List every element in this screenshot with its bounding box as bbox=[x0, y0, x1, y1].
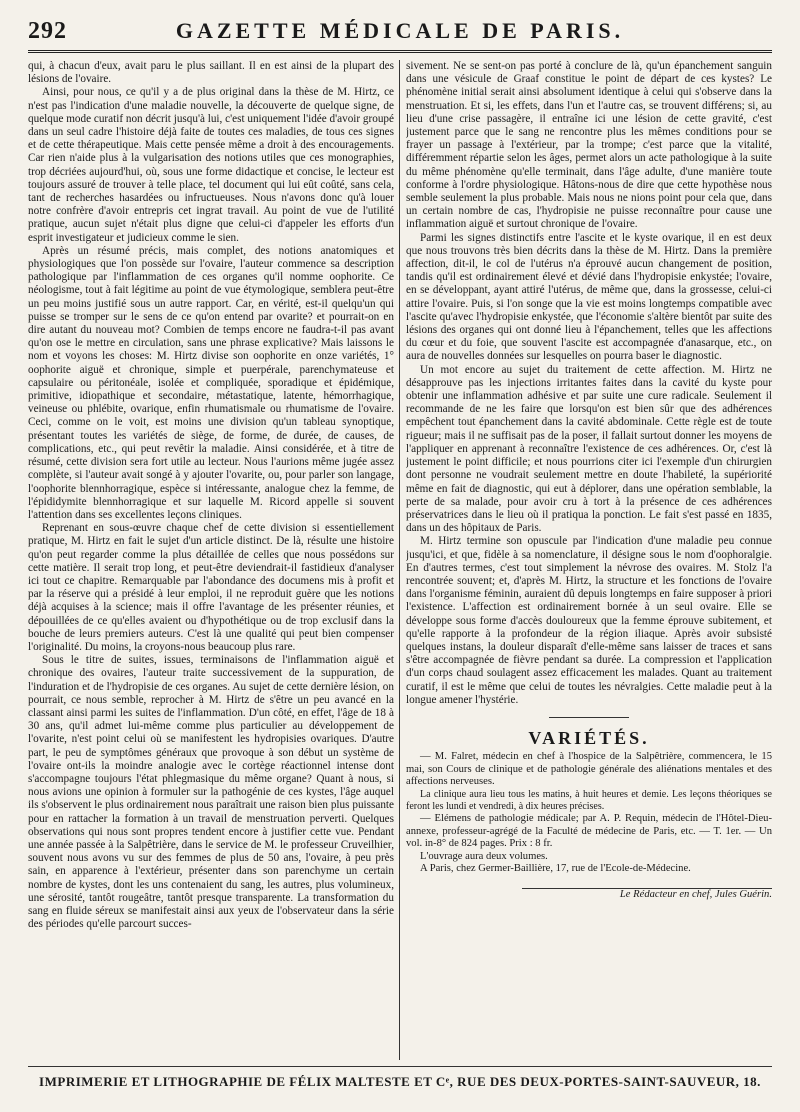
paragraph: qui, à chacun d'eux, avait paru le plus saillant. Il en est ainsi de la plupart des lésions de l'ovaire. bbox=[28, 60, 394, 86]
announcement: — M. Falret, médecin en chef à l'hospice de la Salpêtrière, commencera, le 15 mai, son Cours de clinique et de pathologie générale des aliénations mentales et des affections nerveuses. bbox=[406, 751, 772, 788]
page-header bbox=[28, 12, 772, 48]
journal-title: GAZETTE MÉDICALE DE PARIS. bbox=[175, 18, 625, 43]
paragraph: Un mot encore au sujet du traitement de cette affection. M. Hirtz ne désapprouve pas les injections irritantes faites dans la cavité du kyste pour obtenir une inflammation adhésive et par suite une cure radicale. Seulement il recommande de ne les faire que lorsqu'on est bien sûr que des adhérences empêchent tout épanchement dans la cavité abdominale. Cette règle est de toute rigueur; mais il ne suffisait pas de la poser, il fallait surtout donner les moyens de l'appliquer en apprenant à reconnaître l'existence de ces adhérences. Or, c'est là justement le point difficile; et nous pourrions citer ici l'exemple d'un chirurgien dont personne ne voudrait seulement mettre en doute l'habileté, la supériorité même en fait de diagnostic, qui eut à déplorer, dans une opération semblable, la perte de sa malade, pour avoir cru à tort à la présence de ces adhérences préservatrices dans le lieu où il pratiqua la ponction. Le fait s'est passé en 1835, dans un des hôpitaux de Paris. bbox=[406, 363, 772, 535]
printer-imprint: IMPRIMERIE ET LITHOGRAPHIE DE FÉLIX MALTESTE ET Cᵉ, RUE DES DEUX-PORTES-SAINT-SAUVEUR, 18. bbox=[39, 1074, 761, 1089]
announcement-note: La clinique aura lieu tous les matins, à huit heures et demie. Les leçons théoriques se feront les lundi et vendredi, à dix heures précises. bbox=[406, 788, 772, 812]
paragraph: M. Hirtz termine son opuscule par l'indication d'une maladie peu connue jusqu'ici, et que, fidèle à sa nomenclature, il désigne sous le nom d'oophoralgie. En d'autres termes, c'est tout simplement la névrose des ovaires. M. Stolz l'a rencontrée souvent; et, d'après M. Hirtz, la structure et les fonctions de l'ovaire dans l'organisme féminin, auraient dû depuis longtemps en faire supposer à priori l'existence. L'affection est ordinairement bornée à un seul ovaire. Elle se développe sous forme d'accès douloureux que la femme éprouve subitement, et qu'elle rapporte à la profondeur de la région iliaque. Après avoir subsisté quelques instans, la douleur disparaît d'elle-même sans laisser de traces et sans s'être accompagnée de fièvre pendant sa durée. La compression et l'application d'un corps chaud soulagent assez efficacement les malades. Quant au traitement curatif, il est le même que celui de toutes les névralgies. Cette maladie peut à la longue amener l'hystérie. bbox=[406, 535, 772, 706]
footer-rule bbox=[28, 1066, 772, 1067]
paragraph: sivement. Ne se sent-on pas porté à conclure de là, qu'un épanchement sanguin dans une vésicule de Graaf constitue le point de départ de ces kystes? Le phénomène initial serait ainsi absolument identique à celui qui s'observe dans la menstruation. Et si, les effets, dans l'un et l'autre cas, se trouvent différens; si, au lieu d'une crise passagère, il entraîne ici une lésion de cette gravité, c'est justement parce que le sang ne rencontre plus les mêmes conditions pour se frayer un passage à l'extérieur, par la trompe; c'est parce que la vitalité, différemment répartie selon les âges, permet alors un acte pathologique à la suite du même phénomène qu'elle terminait, dans l'âge adulte, d'une manière toute conforme à l'ordre physiologique. Hâtons-nous de dire que cette hypothèse nous semble seulement la plus probable. Mais nous ne nions point pour cela que, dans un certain nombre de cas, l'hydropisie ne puisse reconnaître pour cause une inflammation aiguë et surtout chronique de l'ovaire. bbox=[406, 60, 772, 231]
section-rule bbox=[549, 717, 629, 718]
varietes-section bbox=[406, 751, 772, 901]
announcement-note: L'ouvrage aura deux volumes. bbox=[420, 850, 548, 862]
column-divider bbox=[399, 60, 400, 1060]
right-column bbox=[406, 60, 772, 1060]
page-number: 292 bbox=[28, 18, 67, 44]
paragraph: Reprenant en sous-œuvre chaque chef de cette division si essentiellement pratique, M. Hirtz en fait le sujet d'un article distinct. De là, résulte une histoire qu'on peut regarder comme la plus détaillée de celles que nous possédons sur cette matière. Il serait trop long, et peut-être deviendrait-il fastidieux d'analyser ici tout ce chapitre. Remarquable par l'abondance des documens mis à profit et par la réserve qui a présidé à leur emploi, il ne reproduit guère que les notions déjà acquises à la science; mais il offre l'avantage de les présenter réunies, et dépouillées de ce qu'elles avaient ou d'hypothétique ou de trop exclusif dans la bouche de leurs premiers auteurs. C'est là une qualité qui peut bien compenser l'originalité. Du moins, la croyons-nous beaucoup plus rare. bbox=[28, 522, 394, 653]
editor-signature: Le Rédacteur en chef, Jules Guérin. bbox=[619, 888, 772, 900]
paragraph: Parmi les signes distinctifs entre l'ascite et le kyste ovarique, il en est deux que nous trouvons très bien décrits dans la thèse de M. Hirtz. Dans la première affection, dit-il, le col de l'utérus n'a éprouvé aucun changement de position, tandis qu'il est ordinairement élevé et dévié dans l'hydropisie enkystée; l'ovaire, en se développant, ayant attiré l'utérus, de même que, dans la grossesse, celui-ci attire l'ovaire. Puis, si l'on songe que la vie est moins longtemps compatible avec l'ascite qu'avec l'hydropisie enkystée, que l'économie s'altère bientôt par suite des lésions des organes qui ont donné lieu à l'épanchement, telles que les affections du cœur et du foie, que souvent l'ascite est accompagnée d'anasarque, etc., on aura de nouvelles données sur lesquelles on pourra baser le diagnostic. bbox=[406, 231, 772, 363]
paragraph: Après un résumé précis, mais complet, des notions anatomiques et physiologiques que l'on possède sur l'ovaire, l'auteur commence sa description pathologique par l'inflammation de ces organes qu'il nomme oophorite. Ce néologisme, tout à fait légitime au point de vue étymologique, semblera peut-être un peu moins justifié sous un autre rapport. Car, en vérité, est-il quelqu'un qui puisse se tromper sur le sens de ce qu'on entend par ovarite? et pourrait-on en dire autant du nouveau mot? Combien de temps encore ne faudra-t-il pas avant qu'on ose le mettre en circulation, sans une phrase explicative? Mais laissons le nom et voyons les choses: M. Hirtz divise son oophorite en onze variétés, 1° oophorite aiguë et chronique, simple et puerpérale, parenchymateuse et capsulaire ou péritonéale, isolée et compliquée, sporadique et épidémique, primitive, idiopathique et secondaire, métastatique, latente, hémorrhagique, veineuse ou phlébite, ovarique, enfin rhumatismale ou rhumatisme de l'ovaire. Ceci, comme on le voit, est moins une division qu'un tableau synoptique, présentant toutes les variétés de siège, de forme, de durée, de causes, de complications, etc., qui peut revêtir la maladie. Ainsi considérée, et à titre de résumé, cette division sera fort utile au lecteur. Nous l'aurions même jugée assez complète, si l'auteur avait songé à y ajouter l'ovarite, ou, pour parler son langage, l'oophorite blennhorragique, espèce si intéressante, analogue chez la femme, de l'épididymite blennhorragique et sur laquelle M. Ricord appelle si souvent l'attention dans ses excellentes leçons cliniques. bbox=[28, 244, 394, 521]
left-column bbox=[28, 60, 394, 1060]
paragraph: Ainsi, pour nous, ce qu'il y a de plus original dans la thèse de M. Hirtz, ce n'est pas l'indication d'une maladie nouvelle, la découverte de quelque signe, de quelque mode curatif non décrit jusqu'à lui, c'est uniquement l'idée d'avoir groupé dans un seul cadre l'histoire déjà faite de toutes ces maladies, de tous ces signes et de cette thérapeutique. Mais cette pensée même a droit à des encouragements. Car rien n'aide plus à la vulgarisation des notions utiles que ces monographies, trop décriées aujourd'hui, où, sous une forme didactique et concise, le lecteur est toujours assuré de trouver à telle place, tel document qui lui eût coûté, sans cela, tant de recherches hasardées ou infructueuses. Nous n'avons donc qu'à louer notre confrère d'avoir entrepris cet ingrat travail. Au point de vue de l'utilité pratique, aucun sujet n'était plus digne que celui-ci d'appeler les efforts d'un esprit investigateur et judicieux comme le sien. bbox=[28, 86, 394, 244]
announcement-note: A Paris, chez Germer-Baillière, 17, rue de l'Ecole-de-Médecine. bbox=[420, 863, 691, 875]
paragraph: Sous le titre de suites, issues, terminaisons de l'inflammation aiguë et chronique des ovaires, l'auteur traite successivement de la suppuration, de l'induration et de l'hydropisie de ces organes. Au sujet de cette dernière lésion, on pourrait, ce nous semble, reprocher à M. Hirtz de s'être un peu avancé en la classant ainsi parmi les suites de l'inflammation. D'un côté, en effet, l'âge de 18 à 30 ans, qu'il admet lui-même comme plus particulier au développement de l'ovarite, n'est point celui où se manifestent les hydropisies ovariques. D'autre part, le peu de symptômes généraux que provoque à son début un système de l'ovaire ont-ils la moindre analogie avec le cortège réactionnel intense dont s'accompagne toujours l'état phlegmasique du même organe? Quant à nous, si nous avions une opinion à formuler sur la pathogénie de ces kystes, l'âge auquel ils s'observent le plus ordinairement nous paraîtrait une raison bien plus puissante pour en rattacher la formation à un travail de menstruation perverti. Quelques observations qui nous sont propres tendent encore à justifier cette vue. Pendant une année passée à la Salpêtrière, dans le service de M. le professeur Cruveilhier, souvent nous avons vu sur des femmes de plus de 50 ans, l'ovaire, à peu près sain, en apparence à l'extérieur, présenter dans son parenchyme un certain nombre de kystes, dont les uns contenaient du sang, les autres, plus volumineux, une sérosité, tantôt rougeâtre, tantôt presque transparente. La transformation du sang en fluide séreux se manifestait ainsi aux yeux de l'observateur dans la série des périodes qu'elle parcourt succes- bbox=[28, 654, 394, 931]
varietes-heading: VARIÉTÉS. bbox=[528, 727, 650, 748]
announcement: — Elémens de pathologie médicale; par A. P. Requin, médecin de l'Hôtel-Dieu-annexe, professeur-agrégé de la Faculté de médecine de Paris, etc. — T. 1er. — Un vol. in-8° de 824 pages. Prix : 8 fr. bbox=[406, 812, 772, 850]
header-rule bbox=[28, 50, 772, 53]
